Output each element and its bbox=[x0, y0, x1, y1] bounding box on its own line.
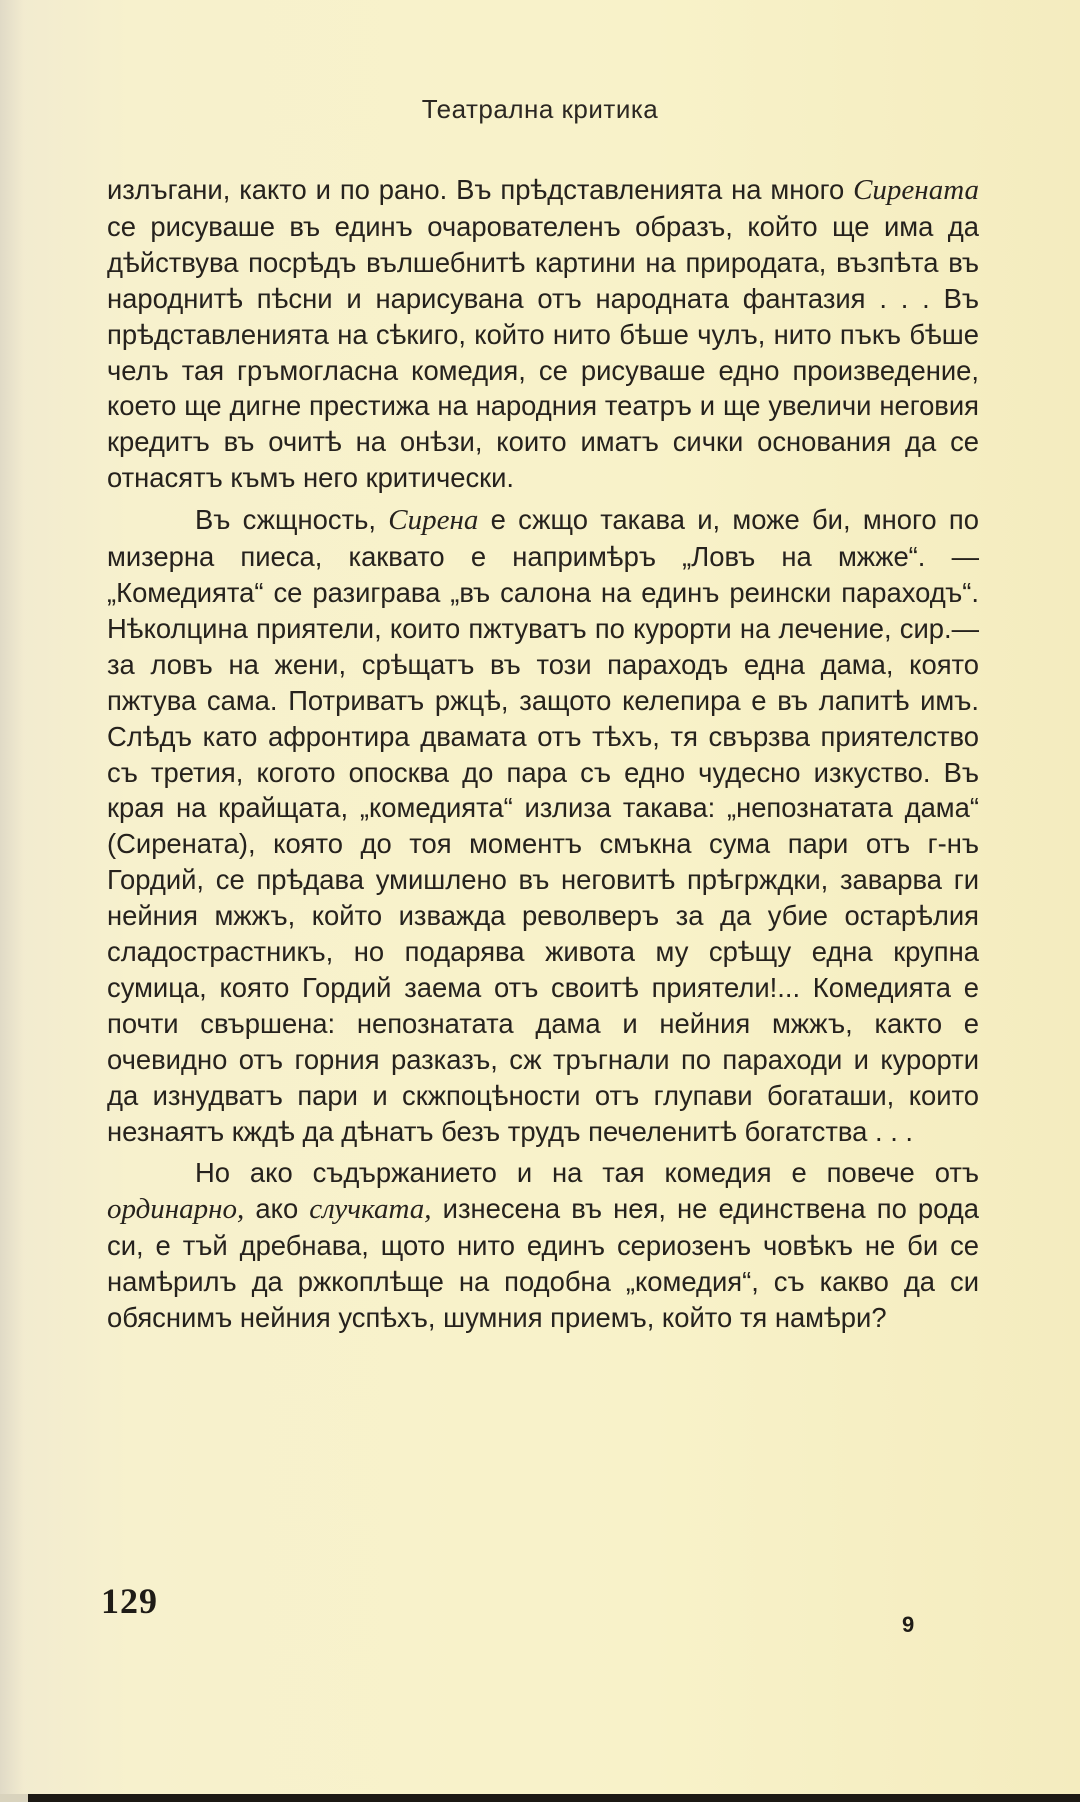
paragraph-3 bbox=[107, 1155, 979, 1336]
paragraph-3-emphasis-ordinary: ординарно, bbox=[107, 1193, 245, 1226]
paragraph-2-text-c: е сжщо такава и, може би, много по мизерна пиеса, каквато е напримѣръ „Ловъ на мжже“. — „Комедията“ се разиграва „въ салона на единъ реински параходъ“. Нѣколцина приятели, които пжтуватъ по курорти на лечение, сир.—за ловъ на жени, срѣщатъ въ този параходъ една дама, която пжтува сама. Потриватъ ржцѣ, защото келепира е въ лапитѣ имъ. Слѣдъ като афронтира двамата отъ тѣхъ, тя свързва приятелство съ третия, когото опосква до пара съ едно чудесно изкуство. Въ края на крайщата, „комедията“ излиза такава: „непознатата дама“ (Сирената), която до тоя моментъ смъкна сума пари отъ г-нъ Гордий, се прѣдава умишлено въ неговитѣ прѣгрждки, заварва ги нейния мжжъ, който изважда револверъ за да убие остарѣлия сладострастникъ, но подарява живота му срѣщу една крупна сумица, която Гордий заема отъ своитѣ приятели!... Комедията е почти свършена: непознатата дама и нейния мжжъ, както е очевидно отъ горния разказъ, сж тръгнали по параходи и курорти да изнудватъ пари и скжпоцѣности отъ глупави богаташи, които незнаятъ кждѣ да дѣнатъ безъ трудъ печеленитѣ богатства . . . bbox=[107, 504, 979, 1147]
body-text bbox=[107, 172, 979, 1336]
paragraph-3-text-c: ако bbox=[244, 1193, 310, 1225]
paragraph-1 bbox=[107, 172, 979, 496]
page-gutter-shadow bbox=[0, 0, 24, 1802]
paragraph-1-text-c: се рисуваше въ единъ очарователенъ образъ, който ще има да дѣйствува посрѣдъ вълшебнитѣ картини на природата, възпѣта въ народнитѣ пѣсни и нарисувана отъ народната фантазия . . . Въ прѣдставленията на сѣкиго, който нито бѣше чулъ, нито пъкъ бѣше челъ тая гръмогласна комедия, се рисуваше едно произведение, което ще дигне престижа на народния театръ и ще увеличи неговия кредитъ въ очитѣ на онѣзи, които иматъ сички основания да се отнасятъ къмъ него критически. bbox=[107, 210, 979, 494]
paragraph-2-text-a: Въ сжщность, bbox=[195, 504, 389, 536]
paragraph-2 bbox=[107, 502, 979, 1149]
scan-edge bbox=[0, 1794, 28, 1802]
paragraph-1-title-sirenata: Сирената bbox=[853, 174, 979, 206]
paragraph-2-title-sirena: Сирена bbox=[388, 504, 479, 537]
paragraph-3-emphasis-case: случката, bbox=[309, 1193, 432, 1226]
scan-bottom-border bbox=[28, 1794, 1080, 1802]
paragraph-3-text-a: Но ако съдържанието и на тая комедия е повече отъ bbox=[195, 1157, 979, 1189]
paragraph-1-text-a: излъгани, както и по рано. Въ прѣдставленията на много bbox=[107, 174, 854, 205]
signature-mark: 129 bbox=[101, 1581, 158, 1621]
paragraph-3-text-e: изнесена въ нея, не единствена по рода си, е тъй дребнава, щото нито единъ сериозенъ човѣкъ не би се намѣрилъ да ржкоплѣще на подобна „комедия“, съ какво да си обяснимъ нейния успѣхъ, шумния приемъ, който тя намѣри? bbox=[107, 1193, 979, 1334]
page-number: 9 bbox=[902, 1612, 915, 1637]
running-head: Театрална критика bbox=[421, 94, 659, 124]
